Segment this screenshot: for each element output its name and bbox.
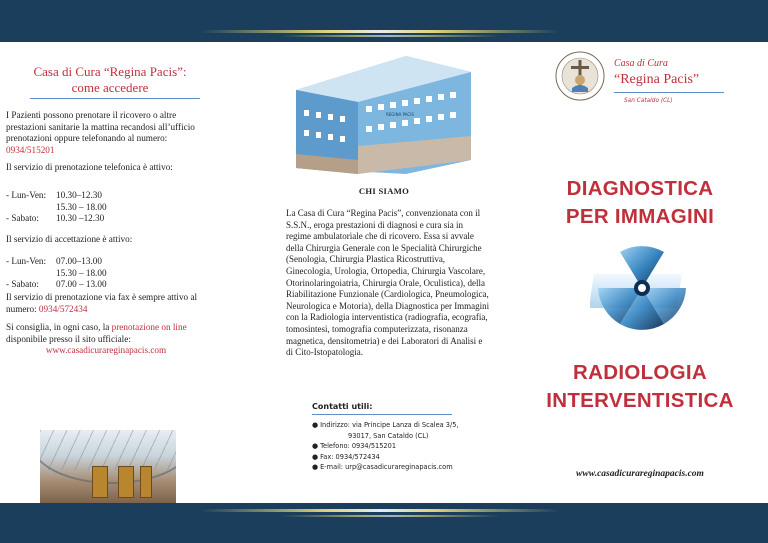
- interior-photo: [40, 430, 176, 503]
- phone-service-label: Il servizio di prenotazione telefonica è attivo:: [6, 162, 173, 172]
- middle-panel: [256, 42, 512, 503]
- about-text: La Casa di Cura “Regina Pacis”, convenzionata con il S.S.N., eroga prestazioni di diagnosi e cura sia in regime ambulatoriale che di ricovero. Essa si avvale della Chirurgia Generale con le Specialità Chirurgiche (Senologia, Chirurgia Plastica Ricostruttiva, Ginecologia, Urologia, Ortopedia, Chirurgia Vascolare, Otorinolaringoiatria, Chirurgia Orale, Oculistica), della Riabilitazione Funzionale (Cardiologica, Pneumologica, Neurologica e Motoria), della Diagnostica per Immagini con la Radiologia interventistica (radiografia, ecografia, tomosintesi, tomografia computerizzata, risonanza magnetica, densitometria) e dei Laboratori di Analisi e di Cito-Istopatologia.: [286, 208, 490, 358]
- access-title-rule: [30, 98, 200, 99]
- bottom-band-stripe: [200, 509, 560, 512]
- brand-name: “Regina Pacis”: [614, 72, 700, 87]
- about-title: CHI SIAMO: [358, 186, 410, 196]
- website-footer-link[interactable]: www.casadicurareginapacis.com: [576, 469, 704, 479]
- building-photo: [286, 50, 476, 174]
- online-booking-link[interactable]: prenotazione on line: [111, 322, 187, 332]
- left-panel: [0, 42, 256, 503]
- booking-intro: [6, 110, 206, 156]
- radiation-icon: [590, 244, 694, 332]
- booking-phone[interactable]: 0934/515201: [6, 144, 55, 155]
- bullet-icon: ●: [312, 442, 319, 450]
- schedule-row: - Sabato: 07.00 – 13.00: [6, 279, 107, 289]
- fax-number[interactable]: 0934/572434: [38, 303, 88, 314]
- acceptance-label: Il servizio di accettazione è attivo:: [6, 234, 133, 244]
- heading-interventistica: INTERVENTISTICA: [546, 389, 734, 412]
- phone-schedule: [6, 190, 107, 225]
- contacts-title: Contatti utili:: [312, 402, 373, 411]
- clinic-seal-icon: [554, 50, 606, 102]
- svg-text:REGINA PACIS: REGINA PACIS: [386, 112, 414, 117]
- contact-fax[interactable]: ● Fax: 0934/572434: [312, 452, 380, 461]
- contact-email[interactable]: ● E-mail: urp@casadicurareginapacis.com: [312, 463, 453, 471]
- contact-address-line2: 93017, San Cataldo (CL): [348, 431, 429, 440]
- contacts-list: [312, 420, 459, 473]
- contact-phone[interactable]: ● Telefono: 0934/515201: [312, 442, 397, 450]
- bullet-icon: ●: [312, 452, 319, 461]
- website-link[interactable]: www.casadicurareginapacis.com: [45, 345, 167, 355]
- access-title: Casa di Cura “Regina Pacis”: come accedere: [33, 64, 187, 95]
- brand-subtitle: Casa di Cura: [614, 58, 668, 69]
- brand-city: San Cataldo (CL): [624, 98, 673, 104]
- schedule-row: - Lun-Ven: 07.00–13.00: [6, 256, 102, 266]
- schedule-row: - Sabato: 10.30 –12.30: [6, 213, 105, 223]
- acceptance-schedule: [6, 256, 107, 291]
- bullet-icon: ●: [312, 463, 319, 471]
- contacts-rule: [312, 414, 452, 415]
- bullet-icon: ●: [312, 421, 319, 429]
- top-band-stripe: [200, 30, 560, 33]
- right-panel: [512, 42, 768, 503]
- bottom-band-stripe-thin: [280, 515, 500, 517]
- heading-per-immagini: PER IMMAGINI: [565, 205, 715, 228]
- bottom-band: [0, 503, 768, 543]
- top-band: [0, 0, 768, 42]
- fax-info: Il servizio di prenotazione via fax è sempre attivo al numero: 0934/572434: [6, 292, 198, 314]
- heading-radiologia: RADIOLOGIA: [573, 361, 707, 384]
- heading-diagnostica: DIAGNOSTICA: [566, 177, 714, 200]
- contact-address: ● Indirizzo: via Principe Lanza di Scalea 3/5,: [312, 421, 459, 429]
- schedule-row: 15.30 – 18.00: [56, 201, 107, 212]
- schedule-row: - Lun-Ven: 10.30–12.30: [6, 190, 102, 200]
- schedule-row: 15.30 – 18.00: [56, 267, 107, 278]
- top-band-stripe-thin: [280, 35, 500, 37]
- online-advice: Si consiglia, in ogni caso, la prenotazione on line disponibile presso il sito ufficiale: www.casadicurareginapacis.com: [6, 322, 206, 357]
- brand-rule: [614, 92, 724, 93]
- booking-intro-text: I Pazienti possono prenotare il ricovero o altre prestazioni sanitarie la mattina recandosi all’ufficio prenotazioni oppure telefonando al numero:: [6, 110, 195, 143]
